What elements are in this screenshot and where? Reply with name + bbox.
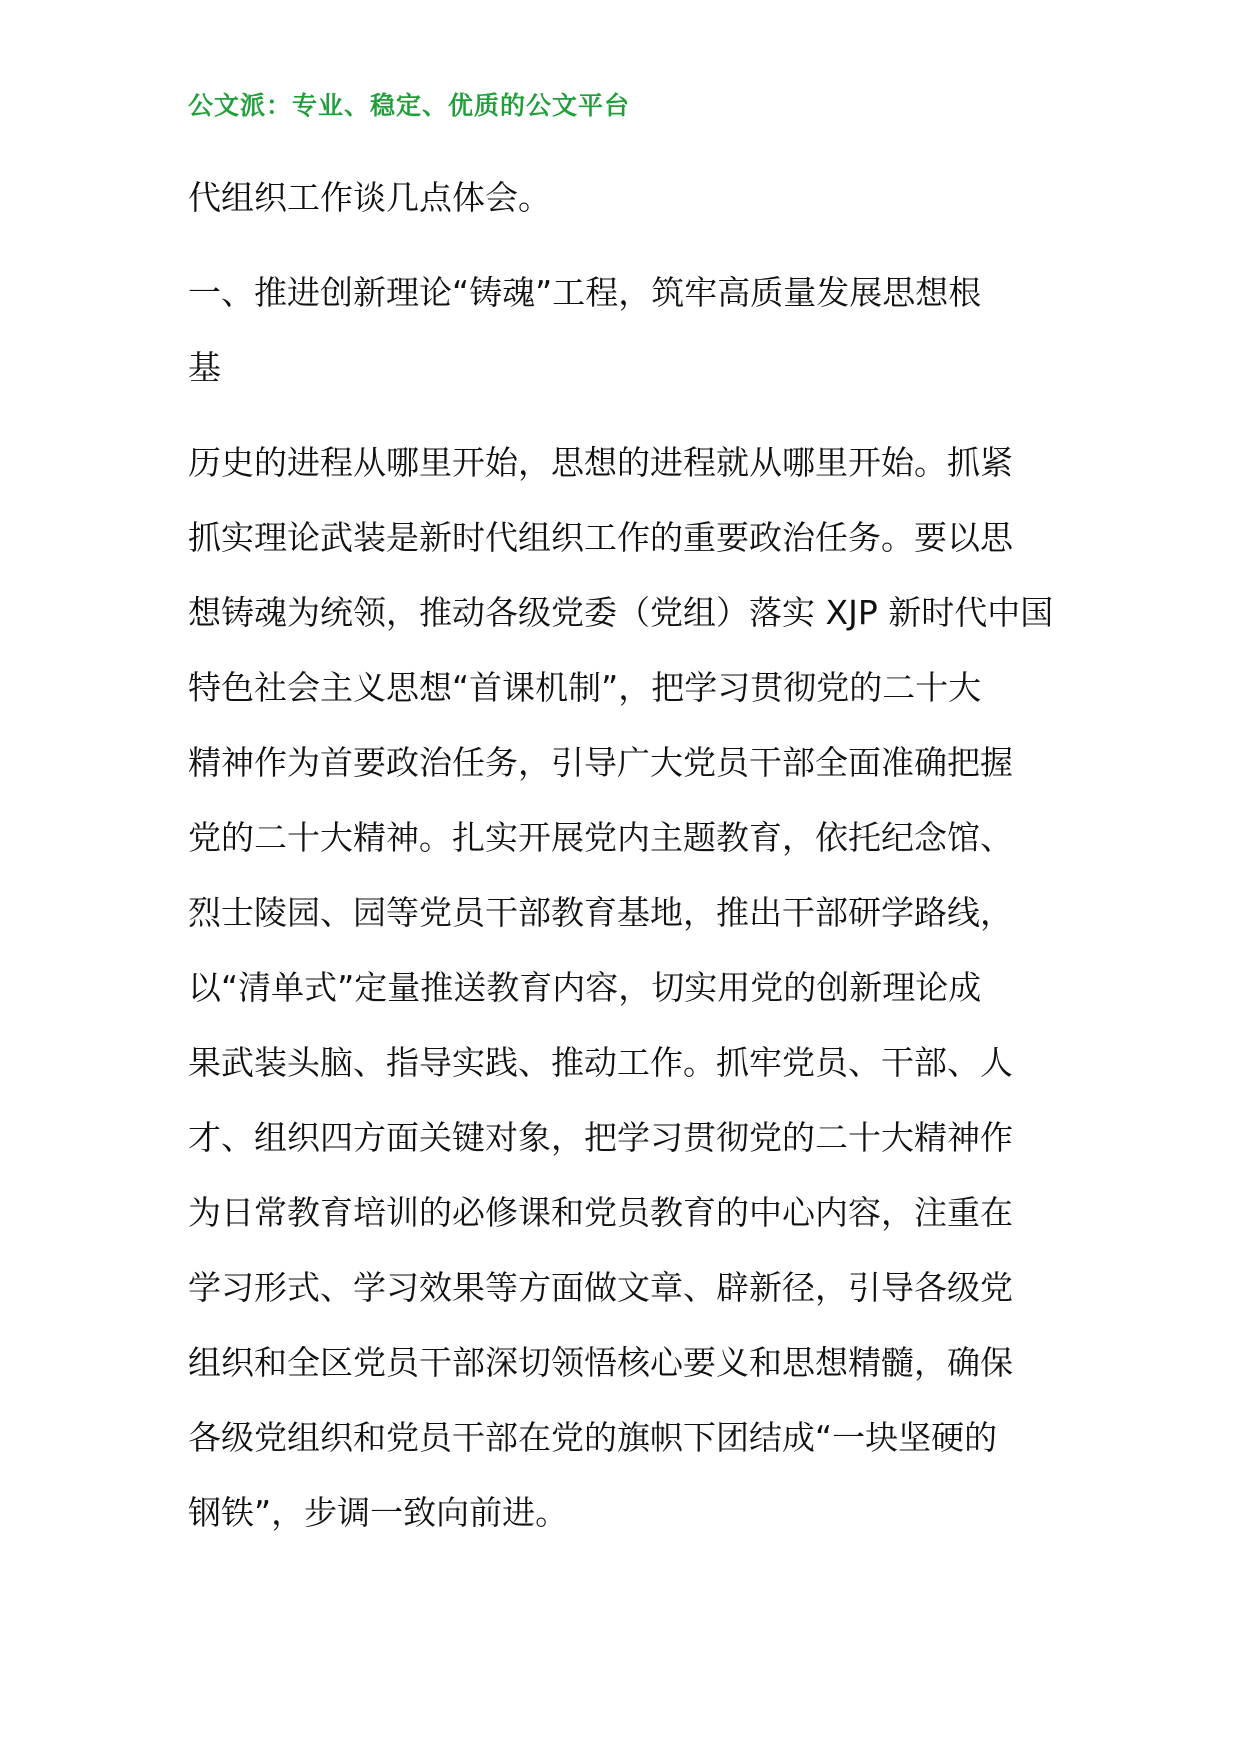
paragraph-line: 才、组织四方面关键对象，把学习贯彻党的二十大精神作 <box>188 1118 1013 1157</box>
document-body <box>188 160 1060 1550</box>
paragraph-line: 烈士陵园、园等党员干部教育基地，推出干部研学路线， <box>188 893 1013 932</box>
paragraph-line: 各级党组织和党员干部在党的旗帜下团结成“一块坚硬的 <box>188 1418 998 1457</box>
paragraph-line: 想铸魂为统领，推动各级党委（党组）落实 XJP 新时代中国 <box>188 593 1054 632</box>
paragraph-line: 学习形式、学习效果等方面做文章、辟新径，引导各级党 <box>188 1268 1013 1307</box>
paragraph-line: 组织和全区党员干部深切领悟核心要义和思想精髓，确保 <box>188 1343 1013 1382</box>
paragraph-line: 精神作为首要政治任务，引导广大党员干部全面准确把握 <box>188 743 1013 782</box>
header-brand: 公文派：专业、稳定、优质的公文平台 <box>188 91 631 120</box>
paragraph-line: 特色社会主义思想“首课机制”，把学习贯彻党的二十大 <box>188 668 982 707</box>
paragraph-line: 果武装头脑、指导实践、推动工作。抓牢党员、干部、人 <box>188 1043 1013 1082</box>
section-heading-line: 基 <box>188 348 221 387</box>
intro-line: 代组织工作谈几点体会。 <box>188 178 551 217</box>
paragraph-line: 以“清单式”定量推送教育内容，切实用党的创新理论成 <box>188 968 982 1007</box>
paragraph-line: 为日常教育培训的必修课和党员教育的中心内容，注重在 <box>188 1193 1013 1232</box>
paragraph-line: 党的二十大精神。扎实开展党内主题教育，依托纪念馆、 <box>188 818 1013 857</box>
section-heading-line: 一、推进创新理论“铸魂”工程，筑牢高质量发展思想根 <box>188 273 982 312</box>
paragraph-line: 钢铁”，步调一致向前进。 <box>188 1493 569 1532</box>
paragraph-line: 抓实理论武装是新时代组织工作的重要政治任务。要以思 <box>188 518 1013 557</box>
paragraph-line: 历史的进程从哪里开始，思想的进程就从哪里开始。抓紧 <box>188 443 1013 482</box>
